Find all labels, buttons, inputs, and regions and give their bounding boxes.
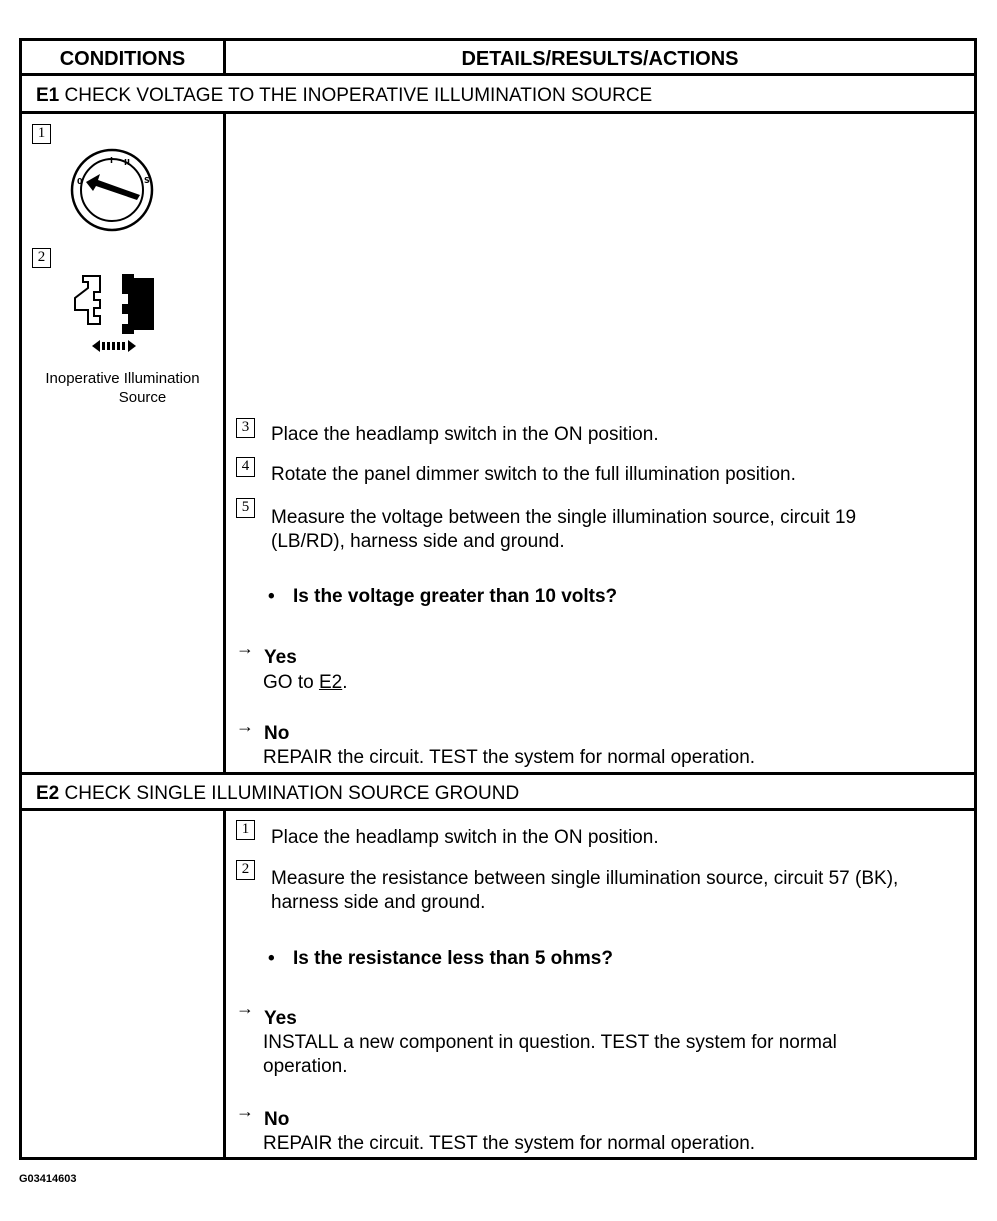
e2-no-text: REPAIR the circuit. TEST the system for normal operation. bbox=[263, 1133, 756, 1154]
e1-yes-text bbox=[263, 671, 348, 695]
e1-step-5-box: 5 bbox=[236, 498, 255, 518]
e1-title-divider bbox=[19, 111, 977, 114]
e2-yes-text-line1: INSTALL a new component in question. TEST the system for normal bbox=[263, 1032, 837, 1053]
e2-yes-arrow-icon: → bbox=[236, 998, 254, 1018]
ignition-switch-icon bbox=[66, 146, 160, 237]
e1-no-arrow-icon: → bbox=[236, 716, 254, 736]
e1-bullet: • bbox=[268, 586, 275, 607]
header-divider bbox=[19, 73, 977, 76]
e2-section-title bbox=[36, 783, 519, 805]
e2-question: Is the resistance less than 5 ohms? bbox=[293, 948, 613, 969]
e1-condition-label-line2: Source bbox=[118, 389, 167, 406]
e1-no-text: REPAIR the circuit. TEST the system for normal operation. bbox=[263, 747, 756, 768]
e1-step-5-text-line1: Measure the voltage between the single illumination source, circuit 19 bbox=[271, 507, 857, 528]
e2-step-1-box: 1 bbox=[236, 820, 255, 840]
e2-title-divider bbox=[19, 808, 977, 811]
e2-yes-text-line2: operation. bbox=[263, 1056, 348, 1077]
e2-bullet: • bbox=[268, 948, 275, 969]
e1-yes-prefix: GO to bbox=[263, 672, 319, 693]
e1-yes-label: Yes bbox=[264, 647, 297, 668]
e2-no-label: No bbox=[264, 1109, 290, 1130]
ignition-mark-start: S bbox=[144, 176, 150, 185]
e1-condition-label bbox=[22, 369, 223, 407]
e1-question: Is the voltage greater than 10 volts? bbox=[293, 586, 618, 607]
e1-step-4-box: 4 bbox=[236, 457, 255, 477]
e2-step-2-text-line2: harness side and ground. bbox=[271, 892, 486, 913]
e1-step-5-text-line2: (LB/RD), harness side and ground. bbox=[271, 531, 565, 552]
e2-step-2-text-line1: Measure the resistance between single illumination source, circuit 57 (BK), bbox=[271, 868, 899, 889]
e2-code: E2 bbox=[36, 783, 60, 804]
e1-cond-step-1-box: 1 bbox=[32, 124, 51, 144]
e2-step-1-text: Place the headlamp switch in the ON position. bbox=[271, 827, 659, 848]
e1-no-label: No bbox=[264, 723, 290, 744]
ignition-mark-i: I bbox=[110, 156, 113, 165]
e1-column-divider bbox=[223, 111, 226, 775]
e1-yes-arrow-icon: → bbox=[236, 638, 254, 658]
e1-yes-suffix: . bbox=[342, 672, 348, 693]
e1-step-3-text: Place the headlamp switch in the ON position. bbox=[271, 424, 659, 445]
e1-code: E1 bbox=[36, 85, 60, 106]
e1-title-text: CHECK VOLTAGE TO THE INOPERATIVE ILLUMINATION SOURCE bbox=[64, 85, 653, 106]
e2-yes-label: Yes bbox=[264, 1008, 297, 1029]
e1-step-4-text: Rotate the panel dimmer switch to the full illumination position. bbox=[271, 464, 796, 485]
ignition-mark-ii: II bbox=[124, 158, 130, 167]
e2-title-text: CHECK SINGLE ILLUMINATION SOURCE GROUND bbox=[64, 783, 520, 804]
e1-step-3-box: 3 bbox=[236, 418, 255, 438]
e1-condition-label-line1: Inoperative Illumination bbox=[45, 370, 200, 387]
e2-no-arrow-icon: → bbox=[236, 1101, 254, 1121]
e1-cond-step-2-box: 2 bbox=[32, 248, 51, 268]
disconnect-connector-icon bbox=[70, 270, 160, 361]
e1-section-title bbox=[36, 85, 652, 107]
conditions-header: CONDITIONS bbox=[59, 48, 186, 70]
goto-e2-link[interactable]: E2 bbox=[318, 672, 343, 693]
e2-column-divider bbox=[223, 808, 226, 1160]
e2-step-2-box: 2 bbox=[236, 860, 255, 880]
ignition-mark-off: 0 bbox=[77, 177, 83, 186]
details-header: DETAILS/RESULTS/ACTIONS bbox=[461, 48, 739, 70]
e1-end-divider bbox=[19, 772, 977, 775]
figure-id: G03414603 bbox=[19, 1173, 77, 1185]
